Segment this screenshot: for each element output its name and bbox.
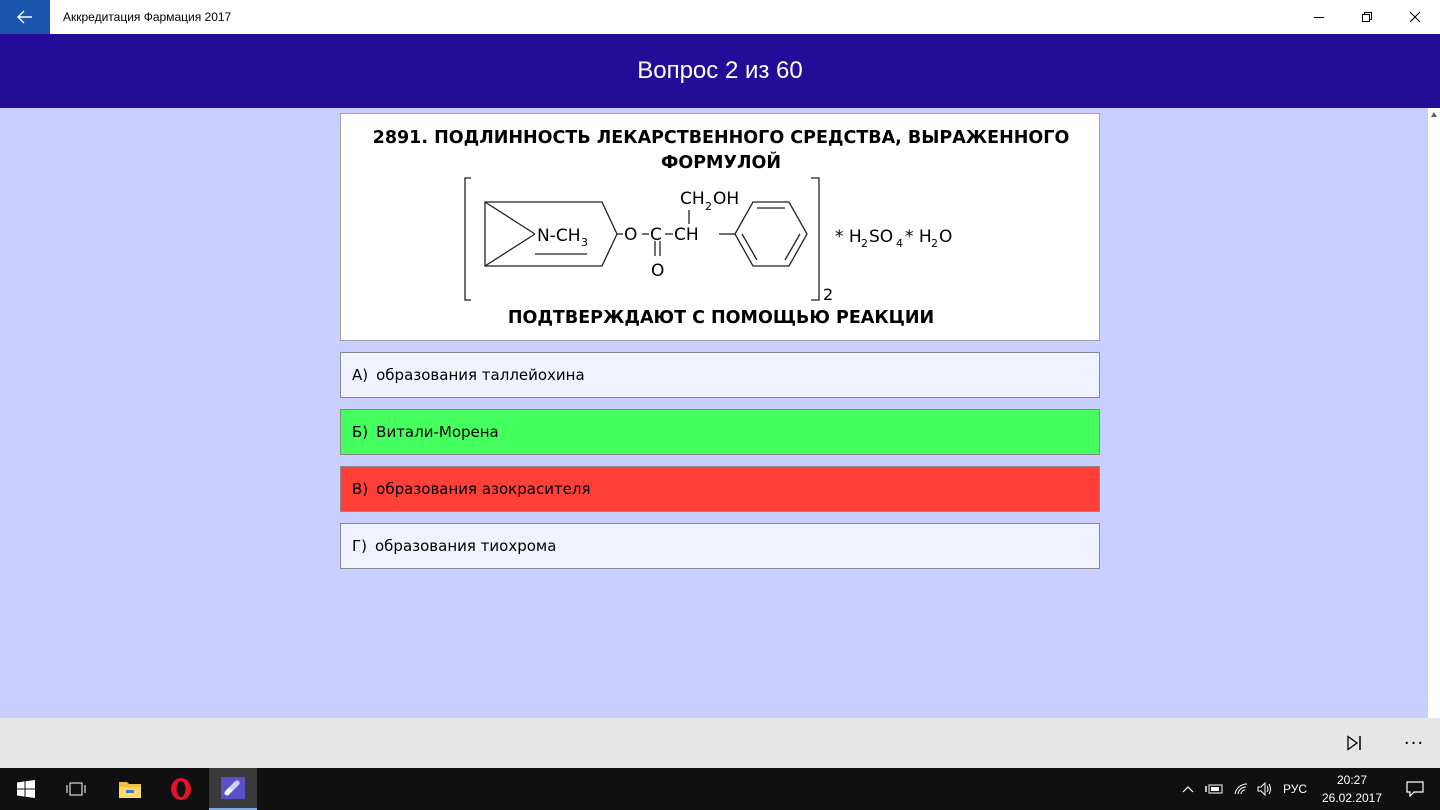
network-button[interactable] [1229,768,1253,810]
formula-n-group-subscript: 3 [581,236,588,249]
answer-letter: В) [352,480,369,498]
opera-icon [169,777,193,801]
formula-bracket-subscript: 2 [823,285,834,304]
answer-option-c[interactable] [340,466,1100,512]
formula-salt-subscript-2: 4 [896,237,903,250]
arrow-left-icon [17,10,33,24]
formula-salt-so: SO [869,227,894,247]
answer-option-a[interactable] [340,352,1100,398]
battery-icon [1205,783,1223,795]
restore-icon [1361,11,1373,23]
formula-ester-oxygen: O [624,225,638,245]
input-language-button[interactable]: РУС [1282,782,1308,796]
formula-ch: CH [674,225,699,245]
vertical-scrollbar[interactable] [1428,108,1440,718]
battery-status-button[interactable] [1201,768,1227,810]
next-question-button[interactable] [1334,718,1374,768]
formula-ch2oh-subscript: 2 [705,200,712,213]
formula-water-subscript: 2 [931,237,938,250]
command-bar [0,718,1440,768]
answer-letter: А) [352,366,369,384]
more-options-button[interactable]: ··· [1403,732,1425,754]
question-title: 2891. ПОДЛИННОСТЬ ЛЕКАРСТВЕННОГО СРЕДСТВА, ВЫРАЖЕННОГО ФОРМУЛОЙ [372,128,1070,173]
opera-browser-button[interactable] [157,768,205,810]
chemical-formula [459,174,979,306]
start-button[interactable] [2,768,50,810]
answer-option-d[interactable] [340,523,1100,569]
formula-ch2oh-oh: OH [713,189,740,209]
formula-carbon: C [650,225,662,245]
formula-n-group: N-CH [537,226,581,246]
clock-date: 26.02.2017 [1321,791,1383,805]
formula-ch2oh-ch: CH [680,189,705,209]
formula-salt-subscript-1: 2 [861,237,868,250]
close-icon [1409,11,1421,23]
answer-text: образования азокрасителя [376,480,591,498]
title-bar [0,0,1440,34]
question-subtitle: ПОДТВЕРЖДАЮТ С ПОМОЩЬЮ РЕАКЦИИ [507,308,935,328]
volume-button[interactable] [1253,768,1277,810]
file-explorer-button[interactable] [106,768,154,810]
task-view-button[interactable] [52,768,100,810]
skip-next-icon [1345,735,1363,751]
minimize-button[interactable] [1296,0,1342,34]
minimize-icon [1313,11,1325,23]
answer-letter: Б) [352,423,369,441]
taskbar-clock[interactable] [1312,771,1392,807]
answer-option-b[interactable] [340,409,1100,455]
chevron-up-icon [1182,785,1194,793]
pill-app-icon [220,776,246,800]
formula-water-h: * H [905,227,932,247]
window-title: Аккредитация Фармация 2017 [63,10,232,24]
question-card [340,113,1100,341]
taskbar [0,768,1440,810]
show-hidden-icons-button[interactable] [1176,768,1200,810]
answer-text: образования таллейохина [376,366,585,384]
windows-logo-icon [17,780,35,798]
action-center-button[interactable] [1392,768,1438,810]
answer-text: образования тиохрома [375,537,557,555]
formula-salt-h: * H [835,227,862,247]
notification-icon [1406,781,1424,797]
accreditation-app-button[interactable] [209,768,257,810]
back-button[interactable] [0,0,50,34]
speaker-icon [1257,782,1273,796]
wifi-icon [1233,782,1249,796]
restore-button[interactable] [1344,0,1390,34]
formula-carbonyl-oxygen: O [651,261,665,281]
task-view-icon [65,781,87,797]
formula-water-o: O [939,227,953,247]
scroll-up-arrow-icon[interactable] [1431,112,1437,117]
close-button[interactable] [1392,0,1438,34]
clock-time: 20:27 [1336,773,1368,787]
answer-letter: Г) [352,537,367,555]
answer-text: Витали-Морена [376,423,499,441]
folder-icon [118,779,142,799]
question-counter-header: Вопрос 2 из 60 [0,34,1440,108]
